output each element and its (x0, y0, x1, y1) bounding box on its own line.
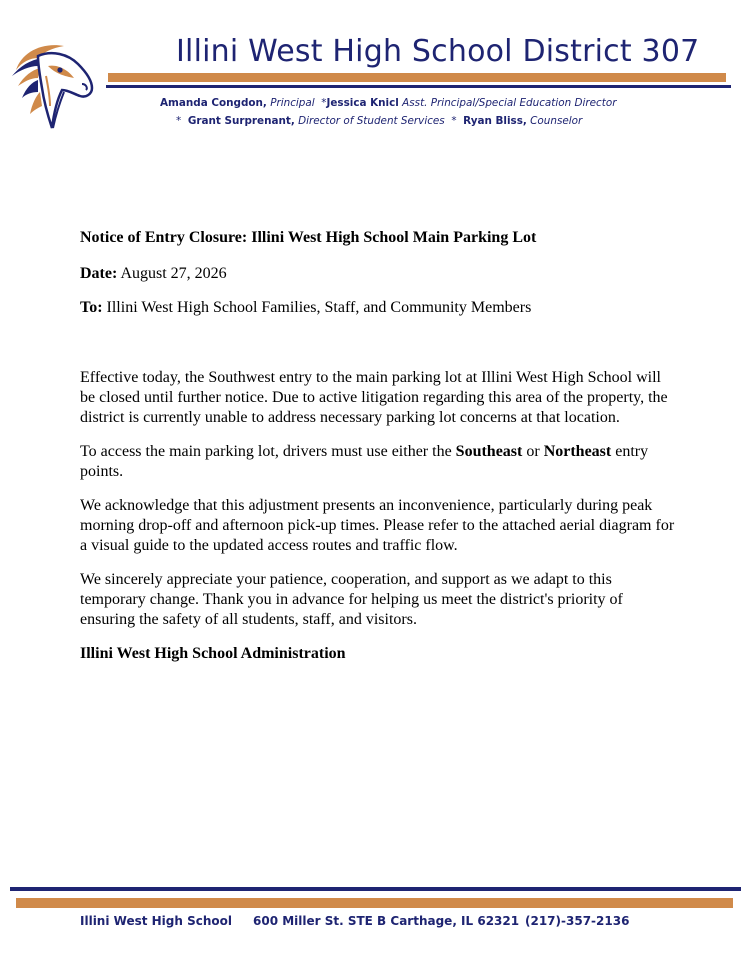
signature: Illini West High School Administration (80, 645, 346, 662)
access-text: or (522, 443, 544, 460)
paragraph-access (80, 442, 680, 482)
staff-separator: * (321, 97, 327, 109)
staff-separator: * (176, 115, 182, 127)
northeast-entry: Northeast (543, 443, 612, 460)
access-text: To access the main parking lot, drivers must use either the (80, 443, 456, 460)
district-title: Illini West High School District 307 (176, 34, 700, 69)
staff-line-1 (160, 97, 616, 109)
date-value: August 27, 2026 (120, 265, 227, 282)
to-value: Illini West High School Families, Staff, and Community Members (106, 299, 532, 316)
paragraph-closure: Effective today, the Southwest entry to the main parking lot at Illini West High School will be closed until further notice. Due to active litigation regarding this area of the property, the district is currently unable to address necessary parking lot concerns at that location. (80, 369, 668, 426)
footer-divider-navy (10, 887, 741, 891)
letter-date (80, 264, 680, 284)
header-divider-navy (106, 85, 731, 88)
staff-name: Amanda Congdon, (160, 97, 267, 109)
paragraph-appreciation: We sincerely appreciate your patience, cooperation, and support as we adapt to this temporary change. Thank you in advance for helping us meet the district's priority of ensuring the safety of all students, staff, and visitors. (80, 571, 623, 628)
footer-phone: (217)-357-2136 (525, 914, 630, 928)
footer-divider-orange (16, 898, 733, 908)
letter-body (80, 228, 680, 664)
letter-subject: Notice of Entry Closure: Illini West High School Main Parking Lot (80, 229, 537, 246)
date-label: Date: (80, 265, 118, 282)
staff-role: Principal (270, 97, 315, 109)
access-text: entry points. (80, 443, 649, 480)
footer-address: 600 Miller St. STE B Carthage, IL 62321 (253, 914, 520, 928)
staff-name: Jessica Knicl (326, 97, 399, 109)
staff-line-2 (176, 115, 582, 127)
staff-role: Director of Student Services (298, 115, 445, 127)
mustang-logo-icon (8, 36, 98, 140)
staff-role: Counselor (530, 115, 583, 127)
staff-separator: * (451, 115, 457, 127)
letter-recipients (80, 298, 680, 318)
to-label: To: (80, 299, 103, 316)
footer-school: Illini West High School (80, 914, 233, 928)
staff-role: Asst. Principal/Special Education Director (402, 97, 617, 109)
header-divider-orange (108, 73, 726, 82)
staff-name: Grant Surprenant, (187, 115, 295, 127)
paragraph-inconvenience: We acknowledge that this adjustment presents an inconvenience, particularly during peak morning drop-off and afternoon pick-up times. Please refer to the attached aerial diagram for a visual guide to the updated access routes and traffic flow. (80, 497, 675, 554)
southeast-entry: Southeast (455, 443, 523, 460)
staff-name: Ryan Bliss, (463, 115, 527, 127)
